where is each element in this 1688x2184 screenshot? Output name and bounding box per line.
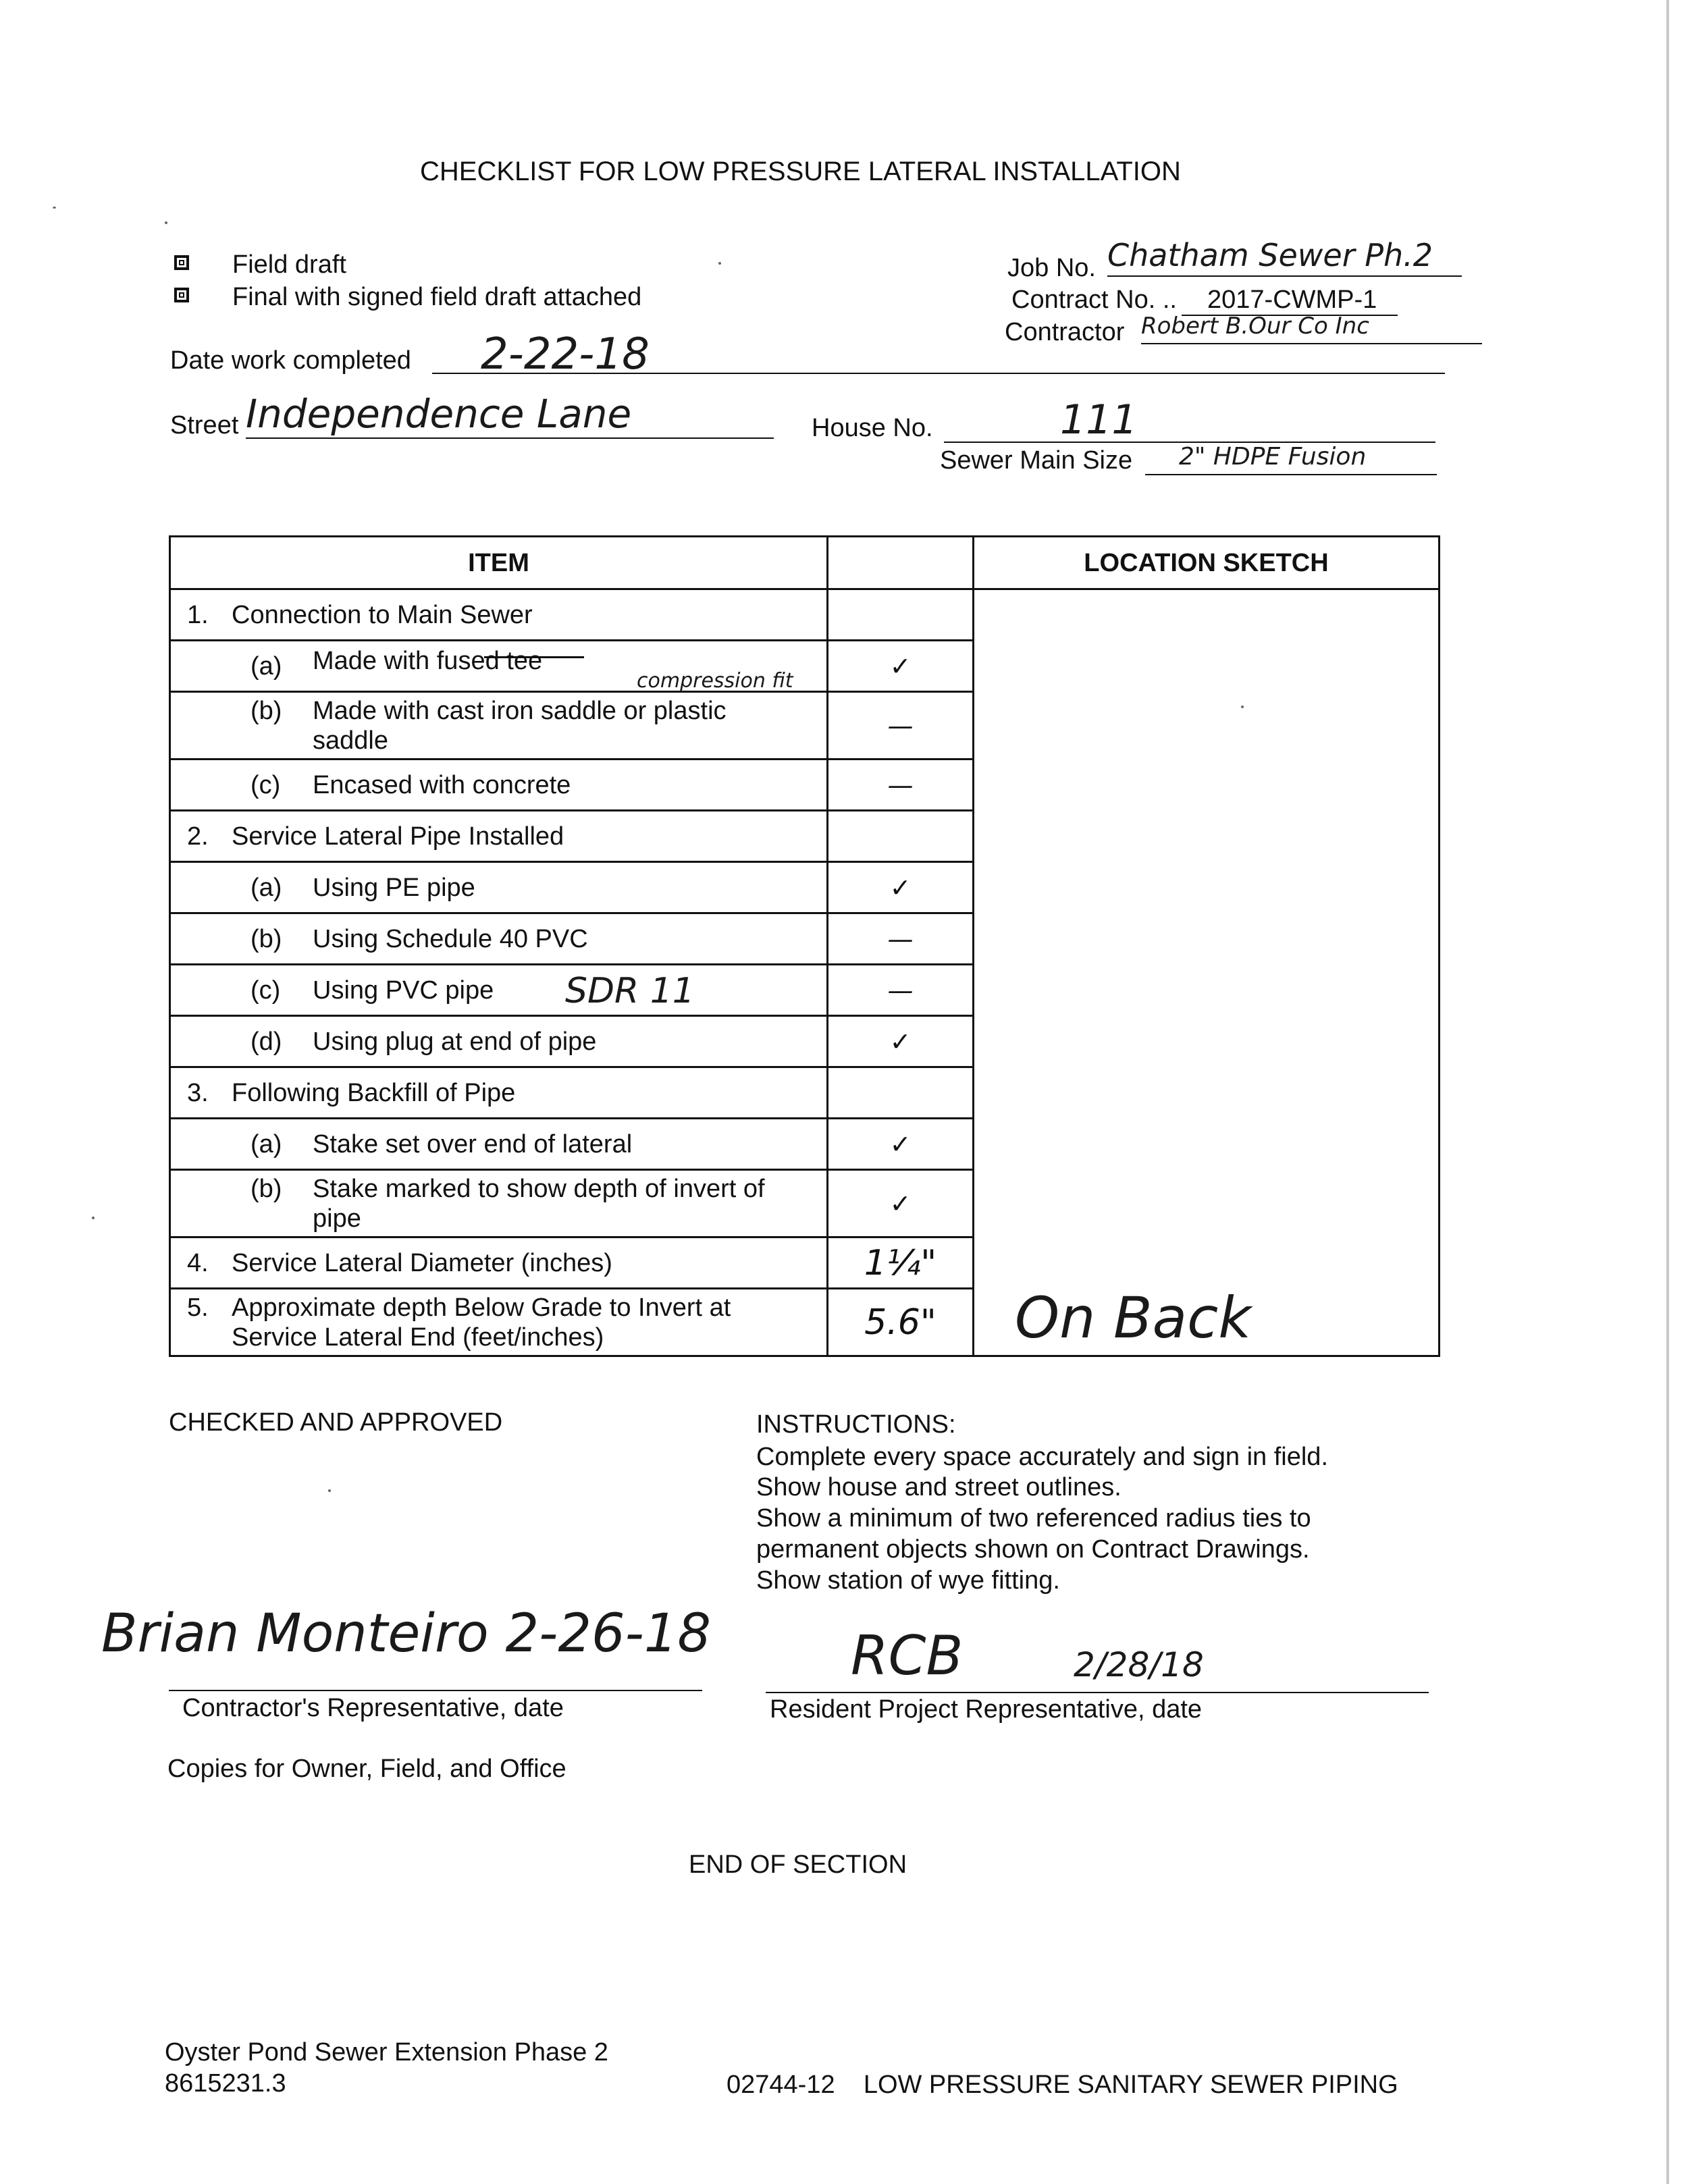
fused-strikethrough <box>484 656 584 658</box>
check-mark[interactable]: ✓ <box>828 862 974 913</box>
scan-speck <box>165 221 167 224</box>
check-mark[interactable] <box>828 1067 974 1119</box>
instruction-line: Show a minimum of two referenced radius ties to <box>756 1504 1311 1533</box>
instruction-line: Show station of wye fitting. <box>756 1566 1060 1595</box>
scan-speck <box>328 1489 331 1492</box>
resident-signature-rule <box>766 1692 1429 1693</box>
instruction-line: permanent objects shown on Contract Drawings. <box>756 1535 1310 1564</box>
table-row: 2. Service Lateral Pipe Installed <box>170 811 1440 862</box>
checklist-table <box>169 535 1440 1357</box>
scan-speck <box>1241 705 1244 708</box>
final-draft-label: Final with signed field draft attached <box>232 283 642 311</box>
table-row: (a) Made with fused tee compression fit ✓ <box>170 641 1440 692</box>
contractor-signature-rule <box>169 1690 702 1691</box>
field-draft-label: Field draft <box>232 250 346 279</box>
resident-rep-label: Resident Project Representative, date <box>770 1695 1203 1724</box>
house-no-field[interactable]: 111 <box>944 398 1435 443</box>
depth-value[interactable]: 5.6" <box>828 1289 974 1356</box>
table-row: 1. Connection to Main Sewer On Back <box>170 589 1440 641</box>
contractor-signature[interactable]: Brian Monteiro 2-26-18 <box>101 1603 711 1664</box>
check-mark[interactable]: ✓ <box>828 1016 974 1067</box>
table-row: 3. Following Backfill of Pipe <box>170 1067 1440 1119</box>
checked-approved-label: CHECKED AND APPROVED <box>169 1408 503 1437</box>
contractor-field[interactable]: Robert B.Our Co Inc <box>1141 309 1482 344</box>
check-mark[interactable]: ✓ <box>828 1119 974 1170</box>
check-mark[interactable] <box>828 589 974 641</box>
item-column-header: ITEM <box>170 537 828 589</box>
made-with-tee-text: Made with fused tee <box>313 646 543 675</box>
contractor-label: Contractor <box>1005 318 1125 346</box>
house-no-label: House No. <box>812 414 933 442</box>
diameter-value[interactable]: 1¼" <box>828 1237 974 1289</box>
date-completed-label: Date work completed <box>170 346 411 375</box>
sketch-note: On Back <box>1015 1285 1251 1351</box>
contract-no-label: Contract No. .. <box>1011 286 1177 314</box>
instruction-line: Show house and street outlines. <box>756 1473 1122 1501</box>
final-draft-checkbox[interactable] <box>174 288 189 302</box>
date-completed-field[interactable]: 2-22-18 <box>481 329 650 379</box>
scan-speck <box>53 207 56 209</box>
location-sketch-area[interactable] <box>974 589 1440 1356</box>
footer-spec-section: 02744-12 LOW PRESSURE SANITARY SEWER PIPING <box>727 2071 1398 2099</box>
table-row: (c) Encased with concrete — <box>170 760 1440 811</box>
location-sketch-header: LOCATION SKETCH <box>974 537 1440 589</box>
end-of-section: END OF SECTION <box>689 1850 907 1879</box>
instruction-line: Complete every space accurately and sign in field. <box>756 1443 1329 1471</box>
instructions-heading: INSTRUCTIONS: <box>756 1410 956 1439</box>
copies-note: Copies for Owner, Field, and Office <box>167 1755 566 1783</box>
sewer-main-size-field[interactable]: 2" HDPE Fusion <box>1145 440 1437 475</box>
street-field[interactable]: Independence Lane <box>246 390 774 439</box>
check-mark[interactable]: ✓ <box>828 641 974 692</box>
table-row: (b) Stake marked to show depth of invert of pipe ✓ <box>170 1170 1440 1237</box>
sewer-main-size-label: Sewer Main Size <box>940 446 1133 475</box>
tee-annotation: compression fit <box>637 669 793 693</box>
scan-edge <box>1666 0 1669 2184</box>
dash-mark[interactable]: — <box>828 965 974 1016</box>
pvc-annotation: SDR 11 <box>565 971 695 1011</box>
resident-signature-date[interactable]: 2/28/18 <box>1074 1645 1204 1684</box>
table-row: (b) Using Schedule 40 PVC — <box>170 913 1440 965</box>
mark-column-header <box>828 537 974 589</box>
street-label: Street <box>170 411 239 440</box>
scan-speck <box>92 1217 95 1219</box>
job-no-label: Job No. <box>1007 254 1096 282</box>
resident-signature[interactable]: RCB <box>851 1624 964 1687</box>
table-row: 5. Approximate depth Below Grade to Invert at Service Lateral End (feet/inches) 5.6" <box>170 1289 1440 1356</box>
footer-project-number: 8615231.3 <box>165 2069 286 2098</box>
job-no-field[interactable]: Chatham Sewer Ph.2 <box>1107 235 1462 277</box>
table-row: (a) Stake set over end of lateral ✓ <box>170 1119 1440 1170</box>
table-row: (a) Using PE pipe ✓ <box>170 862 1440 913</box>
table-row: (b) Made with cast iron saddle or plastic saddle — <box>170 692 1440 760</box>
check-mark[interactable] <box>828 811 974 862</box>
scan-speck <box>718 262 721 265</box>
table-row: (d) Using plug at end of pipe ✓ <box>170 1016 1440 1067</box>
field-draft-checkbox[interactable] <box>174 255 189 270</box>
contract-no-field[interactable]: 2017-CWMP-1 <box>1182 285 1398 316</box>
table-row: (c) Using PVC pipe SDR 11 — <box>170 965 1440 1016</box>
dash-mark[interactable]: — <box>828 760 974 811</box>
check-mark[interactable]: ✓ <box>828 1170 974 1237</box>
dash-mark[interactable]: — <box>828 692 974 760</box>
page-title: CHECKLIST FOR LOW PRESSURE LATERAL INSTALLATION <box>420 157 1181 186</box>
contractor-rep-label: Contractor's Representative, date <box>182 1694 564 1722</box>
dash-mark[interactable]: — <box>828 913 974 965</box>
footer-project-name: Oyster Pond Sewer Extension Phase 2 <box>165 2038 608 2067</box>
table-row: 4. Service Lateral Diameter (inches) 1¼" <box>170 1237 1440 1289</box>
